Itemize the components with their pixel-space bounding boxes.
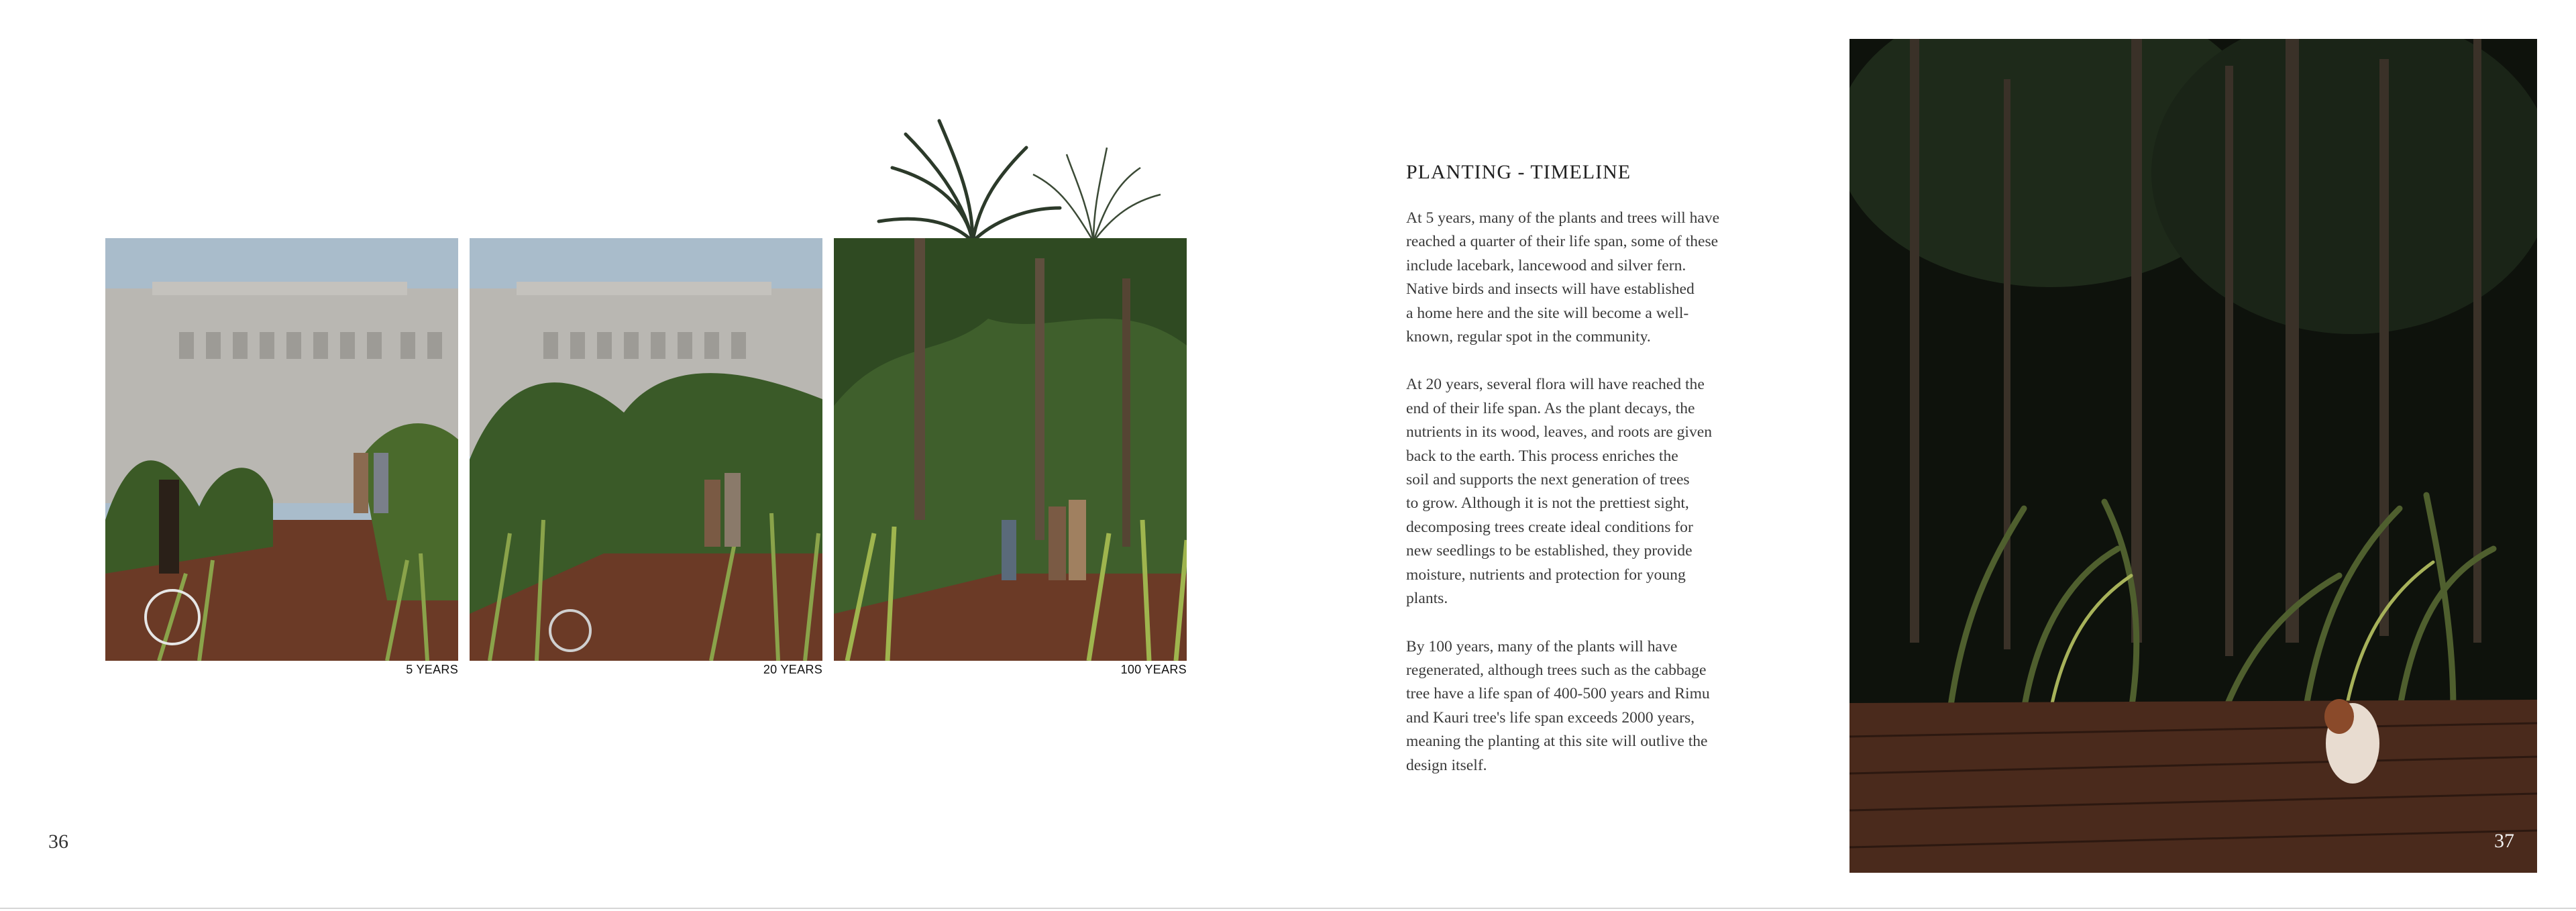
page-number-right: 37 bbox=[2494, 830, 2514, 852]
illustration-100-years bbox=[834, 238, 1187, 661]
illustration-5-years bbox=[105, 238, 458, 661]
paragraph-5-years: At 5 years, many of the plants and trees will have reached a quarter of their life span, some of these include lacebark, lancewood and silver fern. Native birds and insects will have established a home here and the site will become a well- known, regular spot in the community. bbox=[1406, 209, 1720, 346]
forest-illustration bbox=[1849, 39, 2537, 873]
paragraph-100-years: By 100 years, many of the plants will have regenerated, although trees such as the cabbage tree have a life span of 400-500 years and Rimu and Kauri tree's life span exceeds 2000 years, meaning the planting at this site will outlive the design itself. bbox=[1406, 637, 1710, 774]
timeline-panel-20-years bbox=[470, 238, 822, 661]
palm-canopy-illustration bbox=[805, 107, 1181, 242]
illustration-20-years bbox=[470, 238, 822, 661]
paragraph-20-years: At 20 years, several flora will have reached the end of their life span. As the plant decays, the nutrients in its wood, leaves, and roots are given back to the earth. This process enriches the soil and supports the next generation of trees to grow. Although it is not the prettiest sight, decomposing trees create ideal conditions for new seedlings to be established, they provide moisture, nutrients and protection for young plants. bbox=[1406, 376, 1713, 608]
caption-5-years: 5 YEARS bbox=[406, 663, 458, 676]
article-heading: PLANTING - TIMELINE bbox=[1406, 161, 1631, 183]
page-number-left: 36 bbox=[48, 830, 68, 853]
caption-100-years: 100 YEARS bbox=[1120, 663, 1187, 676]
article-text bbox=[1406, 161, 1782, 802]
caption-20-years: 20 YEARS bbox=[763, 663, 822, 676]
page-bottom-rule bbox=[0, 908, 2576, 909]
forest-boardwalk-photo bbox=[1849, 39, 2537, 873]
timeline-panel-5-years bbox=[105, 238, 458, 661]
timeline-panel-100-years bbox=[834, 238, 1187, 661]
